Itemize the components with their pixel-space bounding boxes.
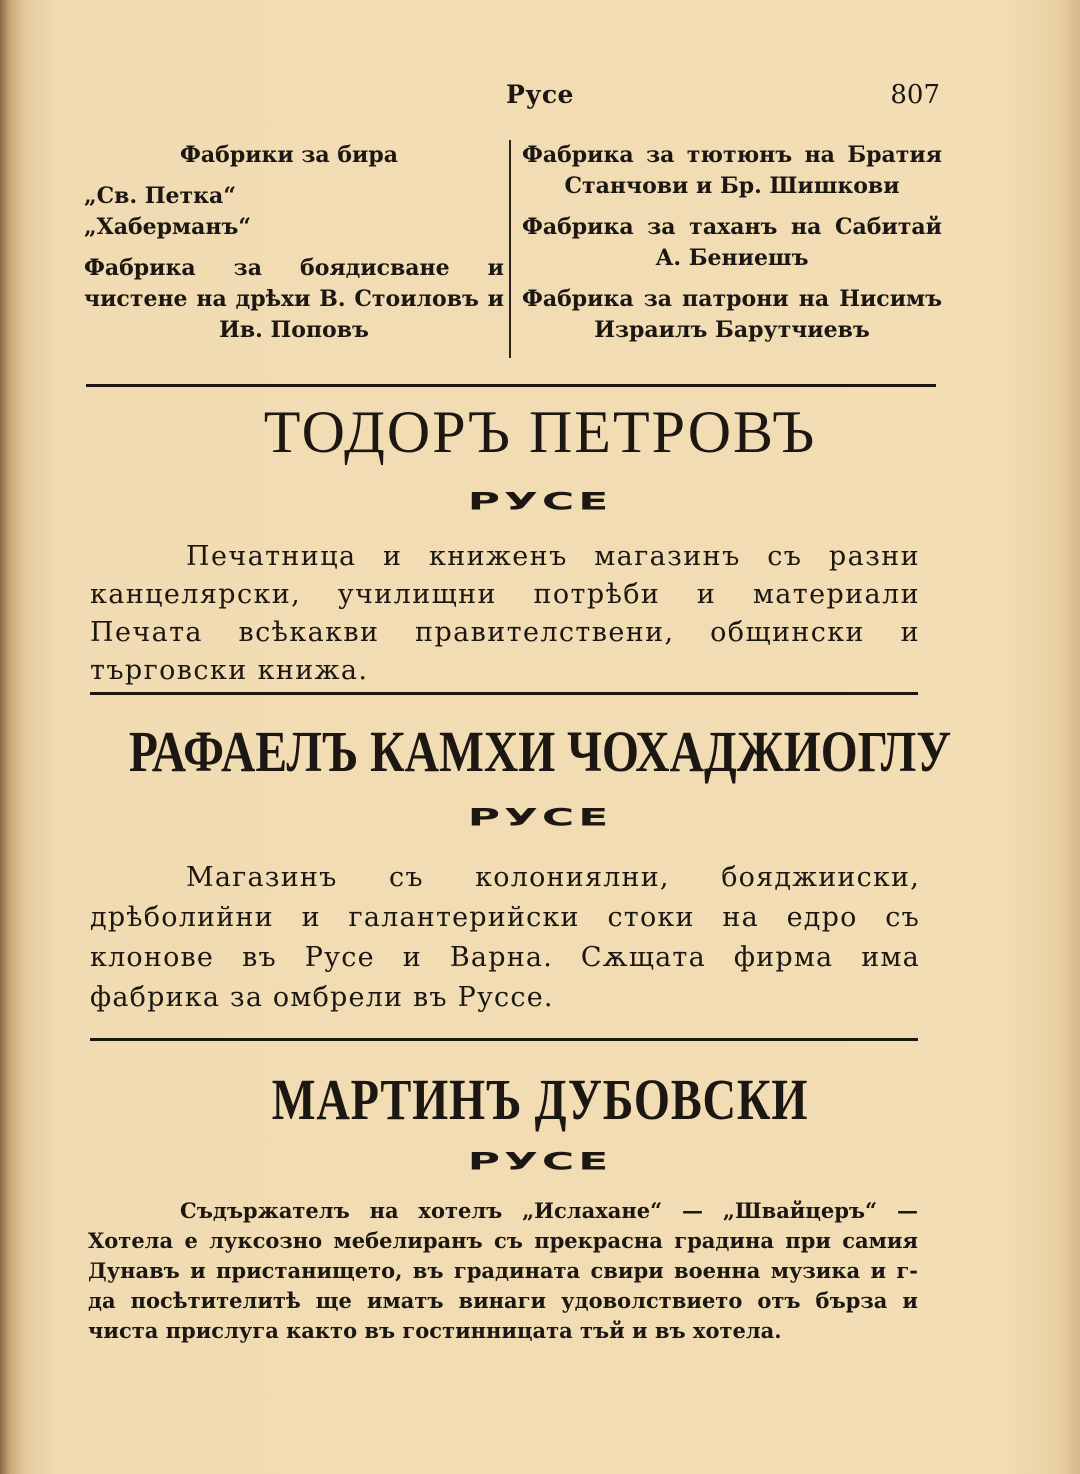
city-label: РУСЕ (467, 1147, 613, 1176)
firm-name-martin-dubovski: МАРТИНЪ ДУБОВСКИ (271, 1067, 809, 1132)
tahini-factory: Фабрика за таханъ на Сабитай А. Бениешъ (522, 214, 942, 271)
city-label: РУСЕ (467, 803, 613, 832)
tobacco-factory: Фабрика за тютюнъ на Братия Станчови и Бр. Шишкови (522, 142, 942, 199)
cartridge-factory: Фабрика за патрони на Нисимъ Израилъ Барутчиевъ (522, 286, 942, 343)
city-label: РУСЕ (467, 487, 613, 516)
ad-description: Печатница и книженъ магазинъ съ разни канцелярски, училищни потрѣби и материали Печата всѣкакви правителствени, общински и търговски книжа. (90, 541, 920, 686)
section-rule (90, 692, 918, 695)
section-rule (90, 1038, 918, 1041)
firm-name-todor-petrov: ТОДОРЪ ПЕТРОВЪ (263, 399, 817, 465)
running-header: Русе (506, 80, 574, 109)
page-number: 807 (890, 80, 940, 110)
column-divider (509, 140, 511, 358)
breweries-heading: Фабрики за бира (180, 142, 398, 168)
ad-description: Съдържателъ на хотелъ „Ислахане“ — „Швайцеръ“ — Хотела е луксозно мебелиранъ съ прекрасна градина при самия Дунавъ и пристанището, въ градината свири военна музика и г-да посѣтителитѣ ще иматъ винаги удоволствието отъ бърза и чиста прислуга както въ гостинницата тъй и въ хотела. (88, 1198, 918, 1343)
dyeing-factory: Фабрика за боядисване и чистене на дрѣхи В. Стоиловъ и Ив. Поповъ (84, 255, 504, 343)
ad-description: Магазинъ съ колониялни, бояджииски, дрѣболийни и галантерийски стоки на едро съ клонове въ Русе и Варна. Сѫщата фирма има фабрика за омбрели въ Руссе. (90, 862, 920, 1013)
brewery-sv-petka: „Св. Петка“ (84, 183, 236, 209)
firm-name-rafael-kamhi: РАФАЕЛЪ КАМХИ ЧОХАДЖИОГЛУ (128, 719, 952, 784)
left-column (84, 140, 504, 356)
right-column (522, 140, 942, 356)
section-rule (86, 384, 936, 387)
brewery-haberman: „Хаберманъ“ (84, 214, 252, 240)
